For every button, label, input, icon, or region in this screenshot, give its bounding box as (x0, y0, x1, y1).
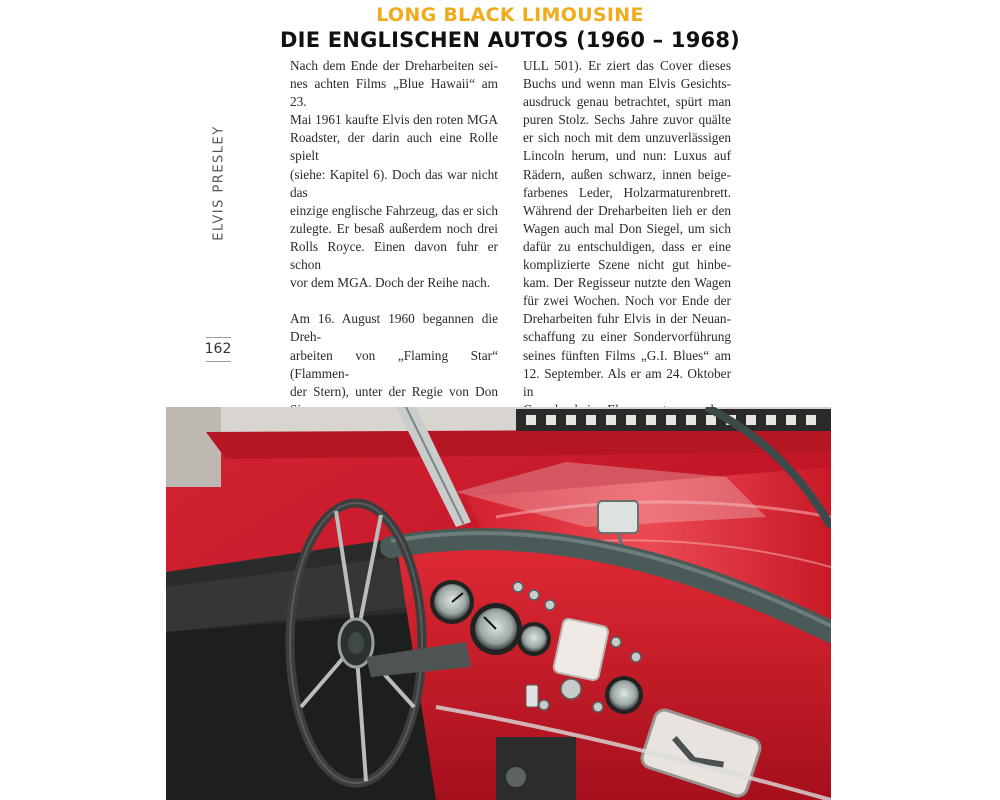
book-side-label: ELVIS PRESLEY (211, 125, 227, 241)
text-line: (siehe: Kapitel 6). Doch das war nicht das (290, 166, 498, 200)
chapter-kicker: LONG BLACK LIMOUSINE (376, 4, 644, 26)
text-line: seines fünften Films „G.I. Blues“ am (523, 347, 731, 363)
text-line: Rolls Royce. Einen davon fuhr er schon (290, 238, 498, 273)
text-line: vor dem MGA. Doch der Reihe nach. (290, 275, 491, 291)
page-number-rule-top (206, 337, 231, 338)
text-line: farbenes Leder, Holzarmaturenbrett. (523, 184, 731, 200)
text-line: Lincoln herum, und nun: Luxus auf (523, 148, 731, 164)
text-line: puren Stolz. Sechs Jahre zuvor quälte (523, 112, 731, 128)
text-line: einzige englische Fahrzeug, das er sich (290, 202, 498, 218)
text-line: Rädern, außen schwarz, innen beige- (523, 166, 731, 182)
text-line: schaffung zu einer Sondervorführung (523, 329, 731, 345)
text-line: nes achten Films „Blue Hawaii“ am 23. (290, 76, 498, 110)
text-line: Nach dem Ende der Dreharbeiten sei- (290, 58, 498, 73)
text-line: ULL 501). Er ziert das Cover dieses (523, 58, 731, 73)
text-line: er sich noch mit dem unzuverlässigen (523, 130, 731, 146)
text-line: arbeiten von „Flaming Star“ (Flammen- (290, 347, 498, 381)
text-line: Wagen auch mal Don Siegel, um sich (523, 220, 731, 236)
paragraph (290, 57, 498, 292)
text-line: ausdruck genau betrachtet, spürt man (523, 94, 731, 110)
car-dashboard-photo (166, 407, 831, 800)
chapter-header (0, 3, 1000, 54)
text-line: Mai 1961 kaufte Elvis den roten MGA (290, 112, 498, 128)
chapter-title: DIE ENGLISCHEN AUTOS (1960 – 1968) (280, 28, 740, 52)
text-line: Dreharbeiten fuhr Elvis in der Neuan- (523, 311, 731, 327)
text-line: zulegte. Er besaß außerdem noch drei (290, 220, 498, 236)
page-number: 162 (204, 341, 232, 357)
text-line: für zwei Wochen. Noch vor Ende der (523, 293, 731, 309)
text-line: der Stern), unter der Regie von Don (290, 383, 498, 399)
text-line: kam. Der Regisseur nutzte den Wagen (523, 275, 731, 291)
text-line: Während der Dreharbeiten lieh er den (523, 202, 731, 218)
text-line: komplizierte Szene nicht gut hinbe- (523, 257, 731, 273)
text-line: dafür zu entschuldigen, dass er eine (523, 238, 731, 254)
text-column-right (523, 57, 731, 419)
text-line: Roadster, der darin auch eine Rolle spielt (290, 130, 498, 164)
page-number-rule-bottom (206, 361, 231, 362)
text-line: Buchs und wenn man Elvis Gesichts- (523, 76, 731, 92)
text-line: 12. September. Als er am 24. Oktober in (523, 365, 731, 399)
text-line: Am 16. August 1960 begannen die Dreh- (290, 311, 498, 345)
